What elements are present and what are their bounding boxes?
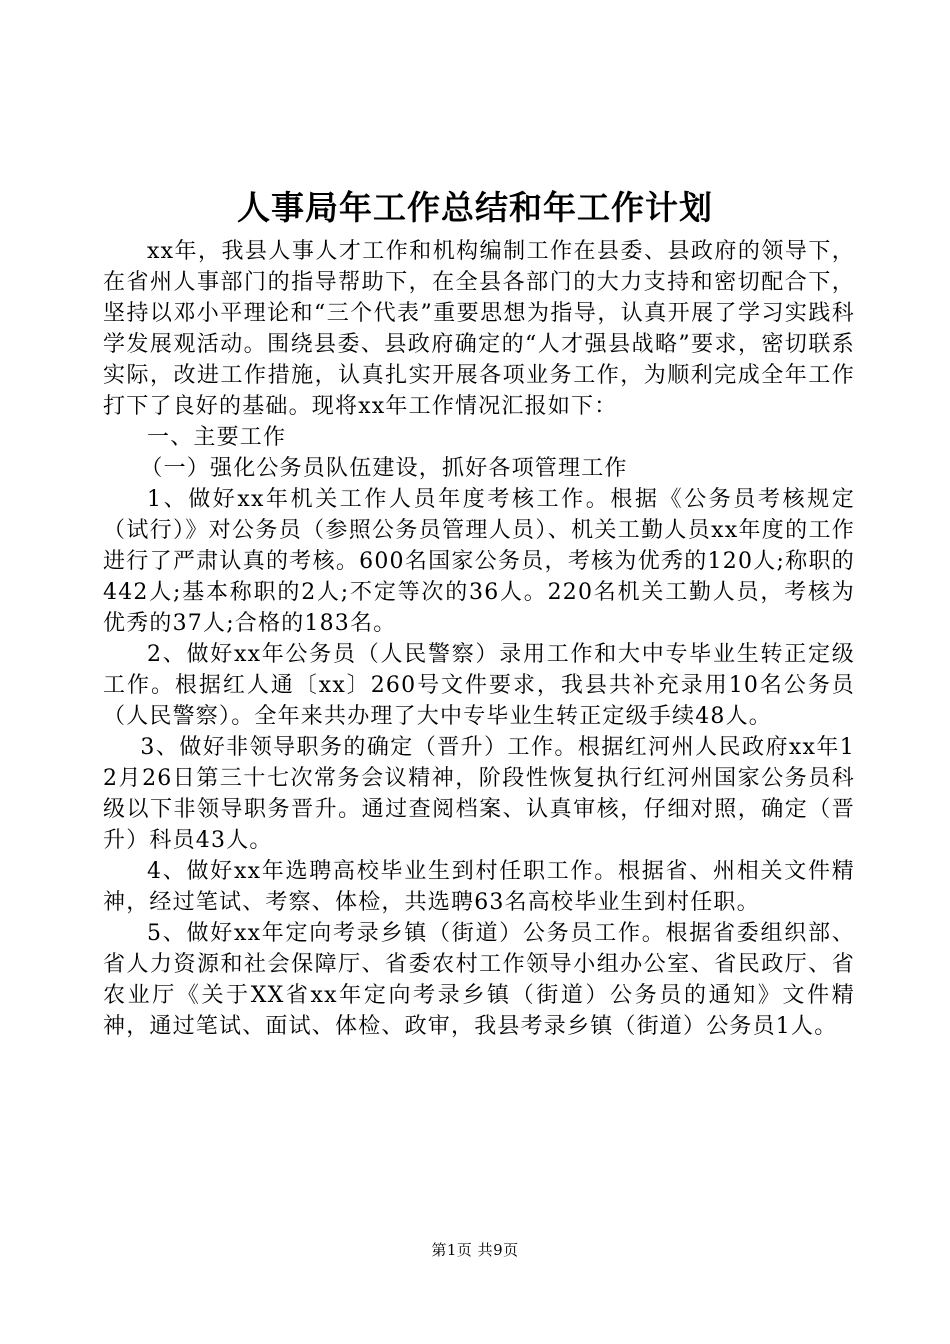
subsection-heading: （一）强化公务员队伍建设，抓好各项管理工作 xyxy=(140,456,628,481)
item-paragraph-1: 1、做好xx年机关工作人员年度考核工作。根据《公务员考核规定（试行）》对公务员（参照公务员管理人员）、机关工勤人员xx年度的工作进行了严肃认真的考核。600名国家公务员，考核为优秀的120人;称职的442人;基本称职的2人;不定等次的36人。220名机关工勤人员，考核为优秀的37人;合格的183名。 xyxy=(103,487,855,636)
item-paragraph-3: 3、做好非领导职务的确定（晋升）工作。根据红河州人民政府xx年12月26日第三十七次常务会议精神，阶段性恢复执行红河州国家公务员科级以下非领导职务晋升。通过查阅档案、认真审核，仔细对照，确定（晋升）科员43人。 xyxy=(103,735,855,853)
document-body xyxy=(103,236,855,1042)
page-number: 第1页 共9页 xyxy=(431,1241,519,1259)
item-paragraph-5: 5、做好xx年定向考录乡镇（街道）公务员工作。根据省委组织部、省人力资源和社会保障厅、省委农村工作领导小组办公室、省民政厅、省农业厅《关于XX省xx年定向考录乡镇（街道）公务员的通知》文件精神，通过笔试、面试、体检、政审，我县考录乡镇（街道）公务员1人。 xyxy=(103,921,855,1039)
document-title: 人事局年工作总结和年工作计划 xyxy=(237,188,713,227)
item-paragraph-4: 4、做好xx年选聘高校毕业生到村任职工作。根据省、州相关文件精神，经过笔试、考察、体检，共选聘63名高校毕业生到村任职。 xyxy=(103,859,855,915)
item-paragraph-2: 2、做好xx年公务员（人民警察）录用工作和大中专毕业生转正定级工作。根据红人通〔xx〕260号文件要求，我县共补充录用10名公务员（人民警察）。全年来共办理了大中专毕业生转正定级手续48人。 xyxy=(103,642,855,729)
intro-paragraph: xx年，我县人事人才工作和机构编制工作在县委、县政府的领导下，在省州人事部门的指导帮助下，在全县各部门的大力支持和密切配合下，坚持以邓小平理论和“三个代表”重要思想为指导，认真开展了学习实践科学发展观活动。围绕县委、县政府确定的“人才强县战略”要求，密切联系实际，改进工作措施，认真扎实开展各项业务工作，为顺利完成全年工作打下了良好的基础。现将xx年工作情况汇报如下： xyxy=(103,239,855,419)
section-heading: 一、主要工作 xyxy=(147,425,287,450)
